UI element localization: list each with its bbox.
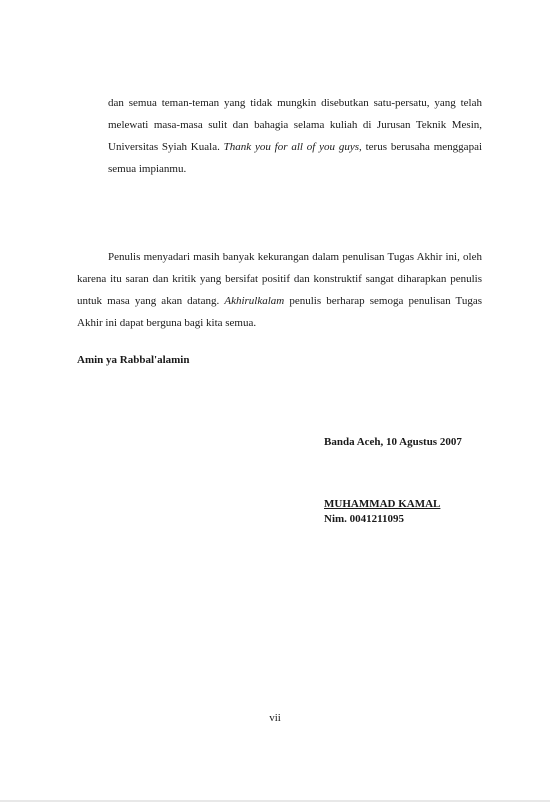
- student-id: Nim. 0041211095: [324, 513, 405, 525]
- closing-paragraph: [77, 246, 482, 334]
- place-date: Banda Aceh, 10 Agustus 2007: [324, 436, 462, 448]
- paragraph-text: terus berusaha menggapai semua impianmu.: [108, 141, 483, 175]
- page-number: vii: [269, 712, 281, 724]
- emphasis-text: Thank you for all of you guys,: [223, 141, 362, 153]
- paragraph-text: penulis berharap semoga penulisan Tugas Akhir ini dapat berguna bagi kita semua.: [77, 295, 482, 329]
- acknowledgement-paragraph: [108, 92, 482, 180]
- paragraph-text: Penulis menyadari masih banyak kekurangan dalam penulisan Tugas Akhir ini, oleh karena itu saran dan kritik yang bersifat positif dan konstruktif sangat diharapkan penulis untuk masa yang akan datang.: [77, 251, 482, 307]
- paragraph-text: dan semua teman-teman yang tidak mungkin disebutkan satu-persatu, yang telah melewati masa-masa sulit dan bahagia selama kuliah di Jurusan Teknik Mesin, Universitas Syiah Kuala.: [108, 97, 482, 153]
- author-name: MUHAMMAD KAMAL: [324, 498, 441, 510]
- emphasis-text: Akhirulkalam: [224, 295, 285, 307]
- closing-prayer: Amin ya Rabbal'alamin: [77, 354, 190, 366]
- signature-block: [324, 497, 440, 527]
